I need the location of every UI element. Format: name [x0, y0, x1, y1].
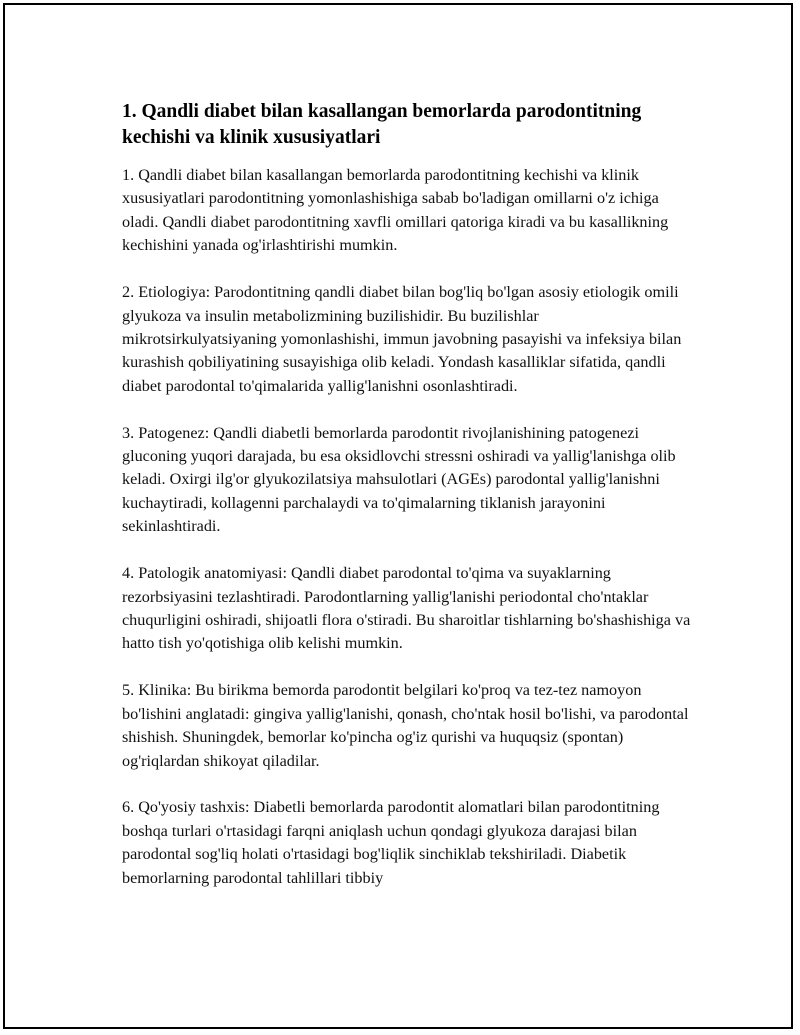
paragraph-qoyosiy-tashxis: 6. Qo'yosiy tashxis: Diabetli bemorlarda parodontit alomatlari bilan parodontitning boshqa turlari o'rtasidagi farqni aniqlash uchun qondagi glyukoza darajasi bilan parodontal sog'liq holati o'rtasidagi bog'liqlik sinchiklab tekshiriladi. Diabetik bemorlarning parodontal tahlillari tibbiy — [122, 798, 660, 887]
paragraph-patogenez: 3. Patogenez: Qandli diabetli bemorlarda parodontit rivojlanishining patogenezi gluconing yuqori darajada, bu esa oksidlovchi stressni oshiradi va yallig'lanishga olib keladi. Oxirgi ilg'or glyukozilatsiya mahsulotlari (AGEs) parodontal yallig'lanishni kuchaytiradi, kollagenni parchalaydi va to'qimalarning tiklanish jarayonini sekinlashtiradi. — [122, 423, 676, 536]
paragraph-klinika: 5. Klinika: Bu birikma bemorda parodontit belgilari ko'proq va tez-tez namoyon bo'lishini anglatadi: gingiva yallig'lanishi, qonash, cho'ntak hosil bo'lishi, va parodontal shishish. Shuningdek, bemorlar ko'pincha og'iz qurishi va huquqsiz (spontan) og'riqlardan shikoyat qiladilar. — [122, 681, 689, 770]
paragraph-etiologiya: 2. Etiologiya: Parodontitning qandli diabet bilan bog'liq bo'lgan asosiy etiologik omili glyukoza va insulin metabolizmining buzilishidir. Bu buzilishlar mikrotsirkulyatsiyaning yomonlashishi, immun javobning pasayishi va infeksiya bilan kurashish qobiliyatining susayishiga olib keladi. Yondash kasalliklar sifatida, qandli diabet parodontal to'qimalarida yallig'lanishni osonlashtiradi. — [122, 283, 682, 395]
paragraph-patologik-anatomiyasi: 4. Patologik anatomiyasi: Qandli diabet parodontal to'qima va suyaklarning rezorbsiyasini tezlashtiradi. Parodontlarning yallig'lanishi periodontal cho'ntaklar chuqurligini oshiradi, shijoatli flora o'stiradi. Bu sharoitlar tishlarning bo'shashishiga va hatto tish yo'qotishiga olib kelishi mumkin. — [122, 564, 691, 653]
document-body — [122, 99, 694, 914]
paragraph-intro: 1. Qandli diabet bilan kasallangan bemorlarda parodontitning kechishi va klinik xususiyatlari parodontitning yomonlashishiga sabab bo'ladigan omillarni o'z ichiga oladi. Qandli diabet parodontitning xavfli omillari qatoriga kiradi va bu kasallikning kechishini yanada og'irlashtirishi mumkin. — [122, 166, 669, 255]
page-frame — [3, 3, 793, 1029]
document-title: 1. Qandli diabet bilan kasallangan bemorlarda parodontitning kechishi va klinik xususiyatlari — [122, 101, 642, 148]
